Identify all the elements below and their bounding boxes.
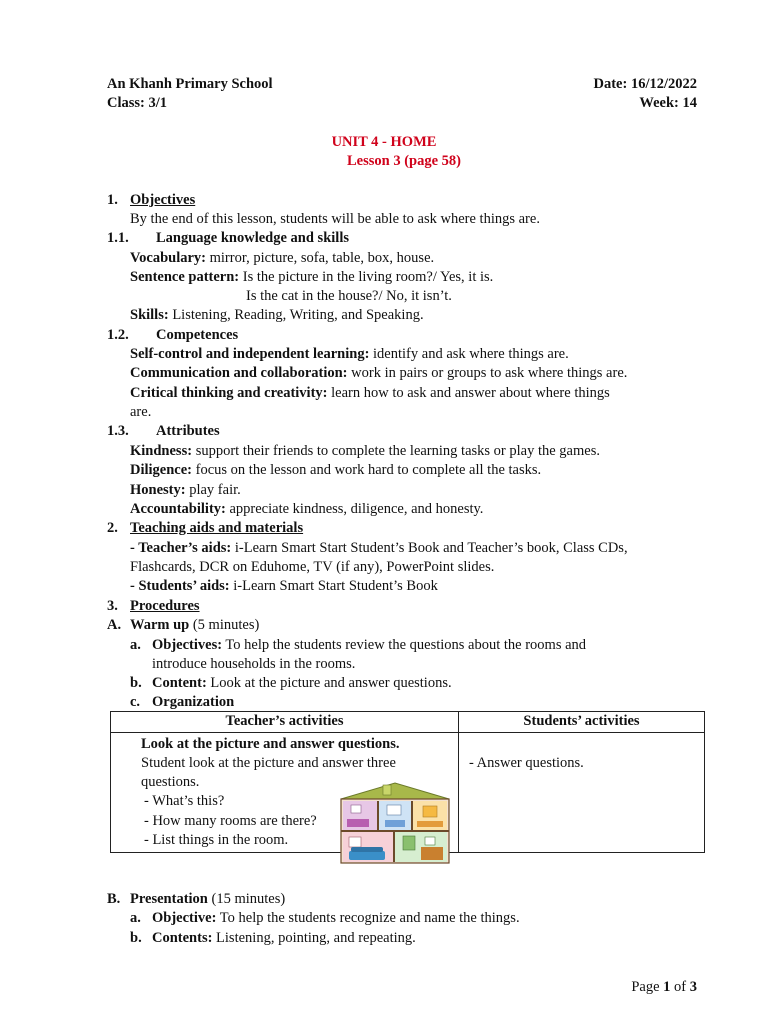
item-letter: c. xyxy=(130,694,141,710)
warm-up-time: (5 minutes) xyxy=(189,617,260,633)
page-number xyxy=(631,978,697,998)
self-control-line xyxy=(130,345,569,365)
unit-title: UNIT 4 - HOME xyxy=(331,134,437,150)
item-letter: a. xyxy=(130,637,141,653)
diligence-text: focus on the lesson and work hard to complete all the tasks. xyxy=(192,462,542,478)
diligence-line xyxy=(130,461,541,481)
communication-label: Communication and collaboration: xyxy=(130,365,348,381)
presentation-time: (15 minutes) xyxy=(207,891,286,907)
lesson-title: Lesson 3 (page 58) xyxy=(347,153,461,169)
warm-up-objectives-label: Objectives: xyxy=(152,637,223,653)
communication-line xyxy=(130,364,627,384)
sentence-pattern-text-2: Is the cat in the house?/ No, it isn’t. xyxy=(246,288,452,304)
warm-up-objectives-text: To help the students review the questions about the rooms and xyxy=(222,637,587,653)
class-label: Class: 3/1 xyxy=(107,95,168,111)
question-item: - List things in the room. xyxy=(144,832,289,848)
organization-table xyxy=(110,711,705,853)
warm-up-line xyxy=(130,616,259,636)
accountability-label: Accountability: xyxy=(130,501,226,517)
table-row xyxy=(111,733,705,853)
honesty-text: play fair. xyxy=(185,482,241,498)
accountability-text: appreciate kindness, diligence, and honesty. xyxy=(225,501,484,517)
objectives-intro: By the end of this lesson, students will be able to ask where things are. xyxy=(130,211,540,227)
teacher-aids-text: i-Learn Smart Start Student’s Book and Teacher’s book, Class CDs, xyxy=(231,540,628,556)
presentation-contents-line xyxy=(152,929,416,949)
skills-line xyxy=(130,306,424,326)
sentence-pattern-text: Is the picture in the living room?/ Yes, it is. xyxy=(239,269,494,285)
page-total: 3 xyxy=(689,979,697,995)
section-number: 3. xyxy=(107,598,118,614)
subsection-heading-competences: Competences xyxy=(156,327,239,343)
sentence-pattern-label: Sentence pattern: xyxy=(130,269,240,285)
kindness-line xyxy=(130,442,600,462)
skills-label: Skills: xyxy=(130,307,169,323)
subsection-number: 1.3. xyxy=(107,423,129,439)
question-item: - What’s this? xyxy=(144,793,225,809)
presentation-line xyxy=(130,890,285,910)
item-letter: b. xyxy=(130,930,142,946)
warm-up-content-line xyxy=(152,674,452,694)
warm-up-content-text: Look at the picture and answer questions. xyxy=(206,675,452,691)
critical-thinking-text-2: are. xyxy=(130,404,152,420)
warm-up-label: Warm up xyxy=(130,617,190,633)
teacher-activity-heading: Look at the picture and answer questions. xyxy=(141,736,400,752)
page-prefix: Page xyxy=(631,979,664,995)
house-cutaway-illustration xyxy=(337,781,453,865)
presentation-contents-label: Contents: xyxy=(152,930,213,946)
kindness-label: Kindness: xyxy=(130,443,193,459)
critical-thinking-label: Critical thinking and creativity: xyxy=(130,385,328,401)
self-control-text: identify and ask where things are. xyxy=(369,346,569,362)
warm-up-objectives-line xyxy=(152,636,586,656)
critical-thinking-text: learn how to ask and answer about where things xyxy=(327,385,610,401)
teacher-aids-label: - Teacher’s aids: xyxy=(130,540,232,556)
kindness-text: support their friends to complete the learning tasks or play the games. xyxy=(192,443,600,459)
teacher-activity-text-2: questions. xyxy=(141,774,200,790)
presentation-contents-text: Listening, pointing, and repeating. xyxy=(212,930,416,946)
vocabulary-label: Vocabulary: xyxy=(130,250,206,266)
teacher-activity-text: Student look at the picture and answer three xyxy=(141,755,396,771)
subsection-heading-attributes: Attributes xyxy=(156,423,220,439)
teacher-aids-text-2: Flashcards, DCR on Eduhome, TV (if any), PowerPoint slides. xyxy=(130,559,495,575)
stage-letter: A. xyxy=(107,617,122,633)
presentation-objective-text: To help the students recognize and name the things. xyxy=(216,910,520,926)
page-current: 1 xyxy=(663,979,671,995)
warm-up-objectives-text-2: introduce households in the rooms. xyxy=(152,656,356,672)
teacher-aids-line xyxy=(130,539,628,559)
warm-up-content-label: Content: xyxy=(152,675,207,691)
vocabulary-text: mirror, picture, sofa, table, box, house. xyxy=(206,250,435,266)
school-name: An Khanh Primary School xyxy=(107,76,273,92)
section-number: 2. xyxy=(107,520,118,536)
sentence-pattern-line xyxy=(130,268,493,288)
subsection-number: 1.1. xyxy=(107,230,129,246)
section-number: 1. xyxy=(107,192,118,208)
skills-text: Listening, Reading, Writing, and Speaking. xyxy=(168,307,424,323)
honesty-line xyxy=(130,481,241,501)
stage-letter: B. xyxy=(107,891,121,907)
table-header-teacher: Teacher’s activities xyxy=(111,712,459,733)
item-letter: b. xyxy=(130,675,142,691)
accountability-line xyxy=(130,500,483,520)
critical-thinking-line xyxy=(130,384,610,404)
students-activities-cell xyxy=(459,733,705,853)
honesty-label: Honesty: xyxy=(130,482,186,498)
presentation-label: Presentation xyxy=(130,891,208,907)
vocabulary-line xyxy=(130,249,434,269)
subsection-number: 1.2. xyxy=(107,327,129,343)
date-label: Date: 16/12/2022 xyxy=(593,76,697,92)
student-aids-line xyxy=(130,577,438,597)
student-activity-text: - Answer questions. xyxy=(469,755,584,771)
item-letter: a. xyxy=(130,910,141,926)
presentation-objective-label: Objective: xyxy=(152,910,217,926)
page-of: of xyxy=(670,979,690,995)
teacher-activities-cell xyxy=(111,733,459,853)
section-heading-teaching-aids: Teaching aids and materials xyxy=(130,520,304,536)
diligence-label: Diligence: xyxy=(130,462,193,478)
section-heading-procedures: Procedures xyxy=(130,598,200,614)
question-item: - How many rooms are there? xyxy=(144,813,317,829)
student-aids-text: i-Learn Smart Start Student’s Book xyxy=(229,578,438,594)
organization-label: Organization xyxy=(152,694,235,710)
week-label: Week: 14 xyxy=(639,95,697,111)
student-aids-label: - Students’ aids: xyxy=(130,578,230,594)
table-header-students: Students’ activities xyxy=(459,712,705,733)
subsection-heading-language: Language knowledge and skills xyxy=(156,230,349,246)
section-heading-objectives: Objectives xyxy=(130,192,196,208)
self-control-label: Self-control and independent learning: xyxy=(130,346,370,362)
presentation-objective-line xyxy=(152,909,520,929)
communication-text: work in pairs or groups to ask where things are. xyxy=(347,365,628,381)
